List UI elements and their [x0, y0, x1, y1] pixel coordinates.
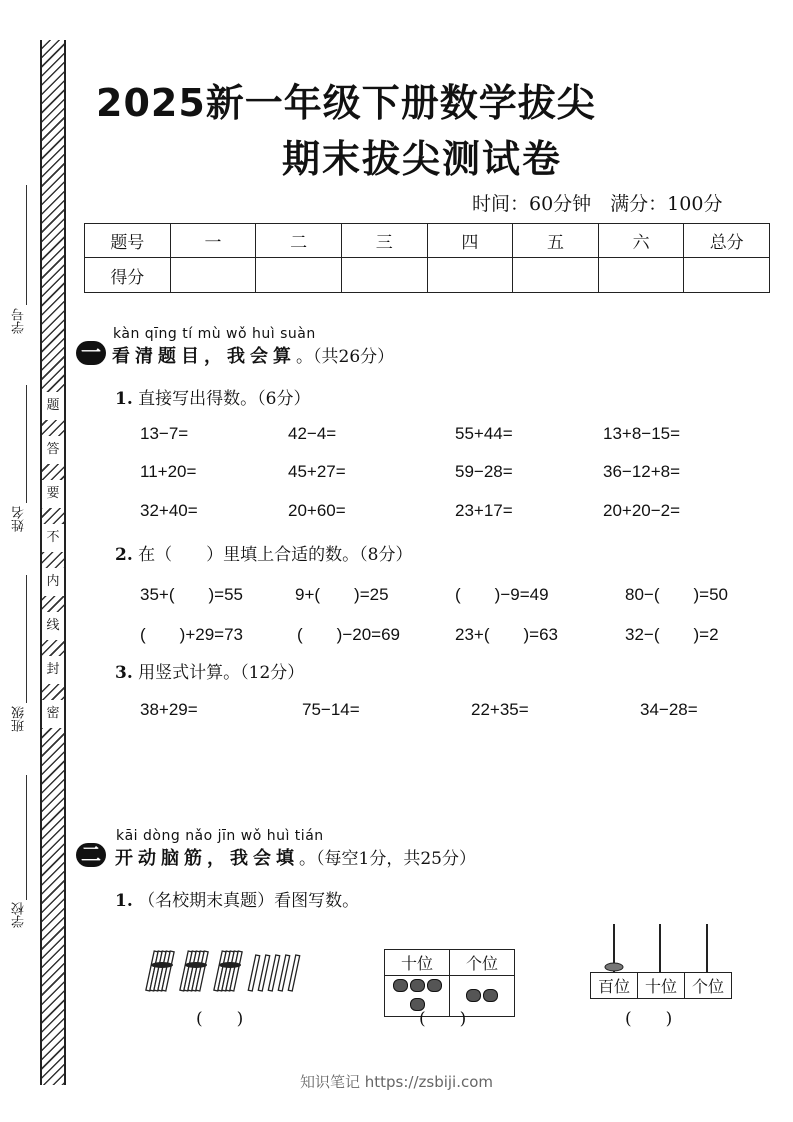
- s1-q3-text: 用竖式计算。（12分）: [138, 663, 305, 683]
- s1-q2-heading: [115, 540, 412, 565]
- score-header-cell: 一: [170, 224, 256, 258]
- s1-q1-text: 直接写出得数。（6分）: [138, 389, 311, 409]
- score-header-cell: 题号: [85, 224, 171, 258]
- score-header-cell: 总分: [684, 224, 770, 258]
- class-line[interactable]: [26, 575, 27, 703]
- abacus-rods: [590, 922, 732, 972]
- s1-q2-item[interactable]: ( )−9=49: [455, 585, 549, 604]
- score-header-cell: 二: [256, 224, 342, 258]
- bead-icon: [427, 979, 442, 992]
- s1-q3-item: 75−14=: [302, 700, 360, 719]
- answer-blank-place-value[interactable]: ( ): [419, 1009, 467, 1029]
- binding-warning-char: 答: [42, 436, 64, 464]
- s1-q1-item: 13+8−15=: [603, 424, 681, 443]
- score-header-cell: 三: [341, 224, 427, 258]
- s1-q3-item: 38+29=: [140, 700, 198, 719]
- score-cell[interactable]: [170, 258, 256, 293]
- s1-q1-item: 13−7=: [140, 424, 189, 443]
- s1-q1-heading: [115, 384, 310, 409]
- section2-pinyin: kāi dòng nǎo jīn wǒ huì tián: [116, 828, 324, 844]
- s1-q2-item[interactable]: 9+( )=25: [295, 585, 389, 604]
- s2-q1-heading: [115, 886, 359, 911]
- footer-watermark: 知识笔记 https://zsbiji.com: [299, 1073, 494, 1091]
- abacus-bead: [605, 963, 623, 971]
- section1-title: 看清题目，我会算: [112, 346, 296, 367]
- score-header-cell: 六: [598, 224, 684, 258]
- s1-q2-item[interactable]: 23+( )=63: [455, 625, 558, 644]
- s1-q2-number: 2.: [115, 545, 133, 565]
- abacus-label-tens: 十位: [638, 973, 685, 999]
- s1-q2-item[interactable]: 35+( )=55: [140, 585, 243, 604]
- section1-pinyin: kàn qīng tí mù wǒ huì suàn: [113, 326, 316, 342]
- s1-q3-item: 22+35=: [471, 700, 529, 719]
- s1-q2-item[interactable]: 32−( )=2: [625, 625, 719, 644]
- score-cell[interactable]: [598, 258, 684, 293]
- s1-q3-item: 34−28=: [640, 700, 698, 719]
- stick-bundle: [180, 951, 208, 991]
- binding-margin-hatch: [40, 40, 66, 1085]
- section2-badge: 二: [76, 843, 106, 867]
- s1-q1-item: 23+17=: [455, 501, 513, 520]
- ones-header: 个位: [450, 950, 515, 976]
- abacus-label-hundreds: 百位: [591, 973, 638, 999]
- section2-heading: [115, 844, 476, 870]
- school-line[interactable]: [26, 775, 27, 900]
- section2-title: 开动脑筋，我会填: [115, 848, 299, 869]
- section1-badge: 一: [76, 341, 106, 365]
- class-label: 班级: [12, 706, 27, 732]
- score-header-cell: 四: [427, 224, 513, 258]
- binding-warning-char: 不: [42, 524, 64, 552]
- binding-warning-char: 密: [42, 700, 64, 728]
- s1-q1-number: 1.: [115, 389, 133, 409]
- time-score-info: 时间：60分钟 满分：100分: [472, 193, 723, 215]
- s1-q2-item[interactable]: ( )+29=73: [140, 625, 243, 644]
- score-cell[interactable]: [684, 258, 770, 293]
- s1-q1-item: 36−12+8=: [603, 462, 681, 481]
- page-title-line2: 期末拔尖测试卷: [282, 137, 563, 181]
- abacus-label-table: [590, 972, 732, 999]
- tens-header: 十位: [385, 950, 450, 976]
- score-cell[interactable]: [256, 258, 342, 293]
- s2-q1-text: （名校期末真题）看图写数。: [138, 891, 360, 911]
- score-table-score-row: [85, 258, 770, 293]
- s1-q1-item: 20+60=: [288, 501, 346, 520]
- binding-warning-char: 题: [42, 392, 64, 420]
- s1-q1-item: 32+40=: [140, 501, 198, 520]
- score-cell[interactable]: [513, 258, 599, 293]
- s1-q2-text: 在（ ）里填上合适的数。（8分）: [138, 545, 413, 565]
- score-table-header-row: [85, 224, 770, 258]
- student-no-line[interactable]: [26, 185, 27, 305]
- stick-bundle: [146, 951, 174, 991]
- section1-note: 。（共26分）: [296, 347, 395, 367]
- bead-icon: [466, 989, 481, 1002]
- loose-sticks: [248, 955, 299, 991]
- binding-warning-char: 封: [42, 656, 64, 684]
- score-table: [84, 223, 770, 293]
- s1-q1-item: 55+44=: [455, 424, 513, 443]
- score-header-cell: 五: [513, 224, 599, 258]
- page-title-line1: 2025新一年级下册数学拔尖: [96, 81, 596, 125]
- answer-blank-abacus[interactable]: ( ): [625, 1009, 673, 1029]
- s1-q1-item: 59−28=: [455, 462, 513, 481]
- bead-icon: [410, 979, 425, 992]
- stick-bundle: [214, 951, 242, 991]
- s1-q3-heading: [115, 658, 304, 683]
- binding-warning-char: 要: [42, 480, 64, 508]
- sticks-figure: [144, 945, 308, 997]
- name-line[interactable]: [26, 385, 27, 503]
- bead-icon: [483, 989, 498, 1002]
- s1-q2-item[interactable]: ( )−20=69: [297, 625, 400, 644]
- score-cell[interactable]: [427, 258, 513, 293]
- abacus-label-ones: 个位: [685, 973, 732, 999]
- binding-warning-char: 线: [42, 612, 64, 640]
- score-row-label: 得分: [85, 258, 171, 293]
- student-no-label: 学号: [12, 308, 27, 334]
- answer-blank-sticks[interactable]: ( ): [196, 1009, 244, 1029]
- s1-q1-item: 11+20=: [140, 462, 197, 481]
- s2-q1-number: 1.: [115, 891, 133, 911]
- s1-q3-number: 3.: [115, 663, 133, 683]
- bead-icon: [393, 979, 408, 992]
- school-label: 学校: [12, 902, 27, 928]
- binding-warning-char: 内: [42, 568, 64, 596]
- section1-heading: [112, 342, 394, 368]
- s1-q1-item: 45+27=: [288, 462, 346, 481]
- score-cell[interactable]: [341, 258, 427, 293]
- s1-q1-item: 20+20−2=: [603, 501, 681, 520]
- name-label: 姓名: [12, 506, 27, 532]
- s1-q1-item: 42−4=: [288, 424, 337, 443]
- section2-note: 。（每空1分，共25分）: [299, 849, 476, 869]
- s1-q2-item[interactable]: 80−( )=50: [625, 585, 728, 604]
